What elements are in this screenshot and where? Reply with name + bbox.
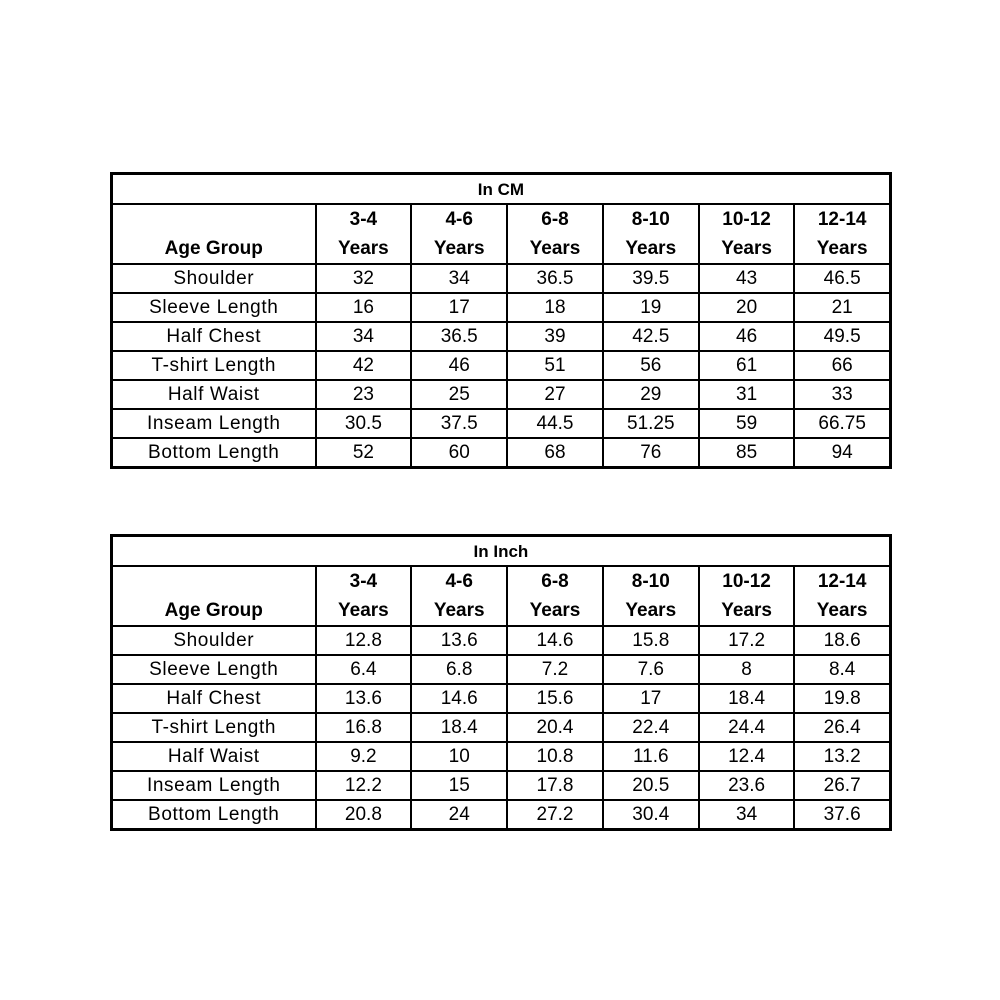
table-cell: 27.2 — [507, 800, 603, 830]
table-cell: 39 — [507, 322, 603, 351]
table-cell: 42 — [316, 351, 412, 380]
row-label: Inseam Length — [112, 771, 316, 800]
table-cell: 36.5 — [411, 322, 507, 351]
table-cell: 14.6 — [411, 684, 507, 713]
row-label: Shoulder — [112, 264, 316, 293]
table-cell: 11.6 — [603, 742, 699, 771]
table-cell: 44.5 — [507, 409, 603, 438]
table-row — [112, 351, 891, 380]
table-cell: 26.7 — [794, 771, 890, 800]
table-cell: 6.8 — [411, 655, 507, 684]
table-cell: 34 — [316, 322, 412, 351]
table-cell: 39.5 — [603, 264, 699, 293]
table-cell: 19 — [603, 293, 699, 322]
table-cell: 7.6 — [603, 655, 699, 684]
column-unit: Years — [816, 238, 868, 259]
column-range: 6-8 — [541, 209, 569, 230]
table-cell: 56 — [603, 351, 699, 380]
table-cell: 46.5 — [794, 264, 890, 293]
column-range: 3-4 — [349, 209, 378, 230]
table-cell: 13.2 — [794, 742, 890, 771]
table-cell: 13.6 — [411, 626, 507, 655]
row-label: Half Waist — [112, 742, 316, 771]
table-cell: 19.8 — [794, 684, 890, 713]
table-cell: 34 — [411, 264, 507, 293]
table-cell: 51.25 — [603, 409, 699, 438]
column-unit: Years — [816, 600, 868, 621]
column-range: 6-8 — [541, 571, 569, 592]
table-cell: 15 — [411, 771, 507, 800]
table-cell: 16 — [316, 293, 412, 322]
table-cell: 17 — [603, 684, 699, 713]
table-row — [112, 438, 891, 468]
column-header — [316, 566, 412, 626]
table-cell: 26.4 — [794, 713, 890, 742]
column-range: 12-14 — [817, 209, 867, 230]
row-label: Half Chest — [112, 684, 316, 713]
column-header — [699, 566, 795, 626]
table-cell: 17.2 — [699, 626, 795, 655]
row-label: Sleeve Length — [112, 655, 316, 684]
table-cell: 66.75 — [794, 409, 890, 438]
table-cell: 13.6 — [316, 684, 412, 713]
table-row — [112, 771, 891, 800]
column-header — [507, 204, 603, 264]
table-row — [112, 713, 891, 742]
table-cell: 68 — [507, 438, 603, 468]
column-header — [794, 566, 890, 626]
table-cell: 76 — [603, 438, 699, 468]
row-label: Bottom Length — [112, 438, 316, 468]
size-chart-inch-table — [110, 534, 892, 831]
column-range: 8-10 — [631, 209, 670, 230]
table-cell: 46 — [699, 322, 795, 351]
table-cell: 8 — [699, 655, 795, 684]
table-cell: 10.8 — [507, 742, 603, 771]
column-range: 3-4 — [349, 571, 378, 592]
row-label: T-shirt Length — [112, 713, 316, 742]
column-header — [411, 566, 507, 626]
column-range: 4-6 — [445, 571, 473, 592]
table-cell: 51 — [507, 351, 603, 380]
table-cell: 17 — [411, 293, 507, 322]
table-cell: 15.6 — [507, 684, 603, 713]
column-header — [316, 204, 412, 264]
column-header — [794, 204, 890, 264]
table-row — [112, 380, 891, 409]
table-row — [112, 655, 891, 684]
table-cell: 18.4 — [699, 684, 795, 713]
column-unit: Years — [625, 238, 677, 259]
row-label: Inseam Length — [112, 409, 316, 438]
table-cell: 9.2 — [316, 742, 412, 771]
table-cell: 16.8 — [316, 713, 412, 742]
table-cell: 21 — [794, 293, 890, 322]
row-label: Half Waist — [112, 380, 316, 409]
table-cell: 12.4 — [699, 742, 795, 771]
table-cell: 59 — [699, 409, 795, 438]
table-cell: 22.4 — [603, 713, 699, 742]
table-cell: 49.5 — [794, 322, 890, 351]
column-unit: Years — [433, 600, 485, 621]
table-cell: 42.5 — [603, 322, 699, 351]
table-cell: 15.8 — [603, 626, 699, 655]
column-unit: Years — [433, 238, 485, 259]
table-cell: 30.5 — [316, 409, 412, 438]
table-cell: 23.6 — [699, 771, 795, 800]
row-label: T-shirt Length — [112, 351, 316, 380]
table-cell: 18 — [507, 293, 603, 322]
column-header — [507, 566, 603, 626]
column-header — [603, 204, 699, 264]
column-unit: Years — [721, 238, 772, 259]
table-cell: 14.6 — [507, 626, 603, 655]
column-header — [411, 204, 507, 264]
column-unit: Years — [625, 600, 677, 621]
table-row — [112, 409, 891, 438]
table-cell: 46 — [411, 351, 507, 380]
size-chart-cm-table — [110, 172, 892, 469]
column-header — [699, 204, 795, 264]
table-cell: 20.5 — [603, 771, 699, 800]
table-cell: 12.2 — [316, 771, 412, 800]
column-range: 10-12 — [722, 571, 771, 592]
row-label: Bottom Length — [112, 800, 316, 830]
table-cell: 25 — [411, 380, 507, 409]
age-group-header: Age Group — [112, 204, 316, 264]
table-cell: 18.4 — [411, 713, 507, 742]
column-range: 10-12 — [722, 209, 771, 230]
row-label: Shoulder — [112, 626, 316, 655]
table-cell: 60 — [411, 438, 507, 468]
table-title: In Inch — [112, 536, 891, 567]
table-cell: 33 — [794, 380, 890, 409]
table-cell: 31 — [699, 380, 795, 409]
table-title-row — [112, 536, 891, 567]
table-cell: 20 — [699, 293, 795, 322]
table-cell: 12.8 — [316, 626, 412, 655]
column-range: 4-6 — [445, 209, 473, 230]
table-title: In CM — [112, 174, 891, 205]
column-unit: Years — [529, 238, 581, 259]
column-unit: Years — [338, 238, 389, 259]
table-cell: 85 — [699, 438, 795, 468]
table-cell: 24 — [411, 800, 507, 830]
table-cell: 29 — [603, 380, 699, 409]
table-header-row — [112, 204, 891, 264]
table-cell: 61 — [699, 351, 795, 380]
table-row — [112, 800, 891, 830]
row-label: Half Chest — [112, 322, 316, 351]
table-header-row — [112, 566, 891, 626]
column-unit: Years — [338, 600, 389, 621]
table-title-row — [112, 174, 891, 205]
table-cell: 20.4 — [507, 713, 603, 742]
table-row — [112, 264, 891, 293]
table-cell: 37.5 — [411, 409, 507, 438]
table-row — [112, 742, 891, 771]
table-cell: 24.4 — [699, 713, 795, 742]
row-label: Sleeve Length — [112, 293, 316, 322]
table-cell: 36.5 — [507, 264, 603, 293]
table-cell: 94 — [794, 438, 890, 468]
table-row — [112, 626, 891, 655]
table-cell: 6.4 — [316, 655, 412, 684]
table-cell: 30.4 — [603, 800, 699, 830]
table-cell: 8.4 — [794, 655, 890, 684]
table-row — [112, 684, 891, 713]
age-group-header: Age Group — [112, 566, 316, 626]
table-cell: 27 — [507, 380, 603, 409]
table-cell: 52 — [316, 438, 412, 468]
table-cell: 20.8 — [316, 800, 412, 830]
column-unit: Years — [721, 600, 772, 621]
table-cell: 66 — [794, 351, 890, 380]
table-cell: 23 — [316, 380, 412, 409]
column-unit: Years — [529, 600, 581, 621]
column-range: 12-14 — [817, 571, 867, 592]
table-cell: 17.8 — [507, 771, 603, 800]
table-cell: 37.6 — [794, 800, 890, 830]
table-cell: 34 — [699, 800, 795, 830]
table-cell: 10 — [411, 742, 507, 771]
table-cell: 18.6 — [794, 626, 890, 655]
column-header — [603, 566, 699, 626]
table-row — [112, 293, 891, 322]
table-cell: 7.2 — [507, 655, 603, 684]
column-range: 8-10 — [631, 571, 670, 592]
table-cell: 32 — [316, 264, 412, 293]
table-row — [112, 322, 891, 351]
table-cell: 43 — [699, 264, 795, 293]
